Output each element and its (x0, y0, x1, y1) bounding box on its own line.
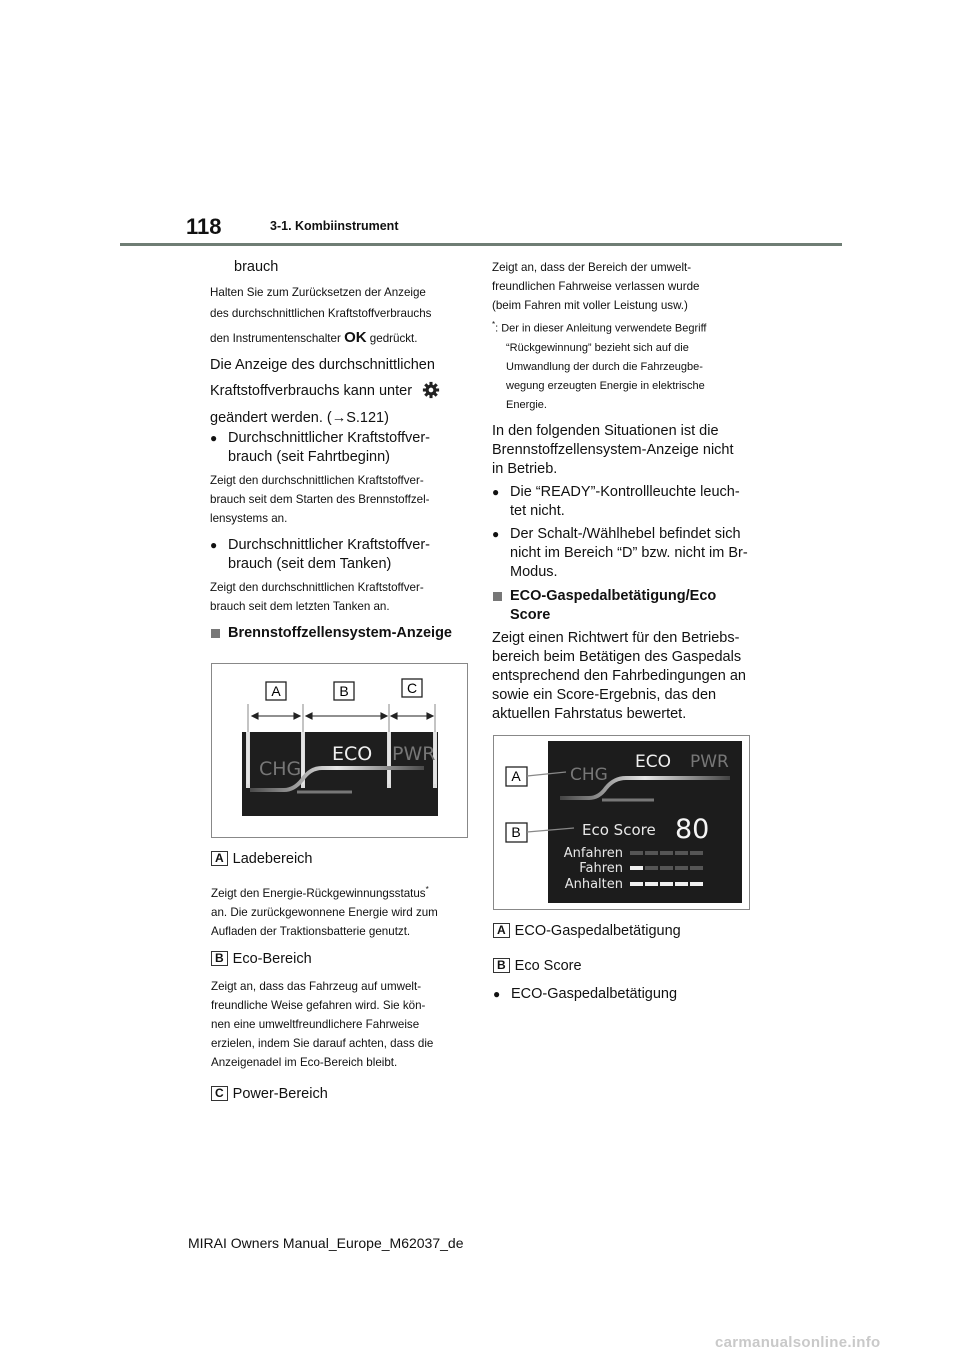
section-eco-score-2: Score (510, 606, 551, 623)
page-number: 118 (186, 214, 222, 239)
gear-icon (422, 381, 440, 399)
fahren-bars (630, 866, 703, 870)
eco-text-4: sowie ein Score-Ergebnis, das den (492, 686, 717, 703)
charge-desc-2: an. Die zurückgewonnene Energie wird zum (211, 905, 438, 919)
since-start-desc-1: Zeigt den durchschnittlichen Kraftstoffver- (210, 474, 424, 487)
eco-area-desc (211, 977, 467, 1072)
anfahren-bars (630, 851, 703, 855)
label-c: C (406, 680, 418, 696)
label-c-title: Power-Bereich (232, 1086, 328, 1102)
reset-text-2: des durchschnittlichen Kraftstoffverbrauchs (210, 307, 432, 320)
eco-desc-5: Anzeigenadel im Eco-Bereich bleibt. (211, 1056, 398, 1069)
footnote-5: Energie. (506, 398, 547, 411)
chg-label: CHG (570, 765, 608, 785)
eco-desc-3: nen eine umweltfreundlichere Fahrweise (211, 1018, 420, 1031)
label-a: A (511, 768, 521, 784)
eco-desc-1: Zeigt an, dass das Fahrzeug auf umwelt- (211, 980, 422, 993)
footer-manual-title: MIRAI Owners Manual_Europe_M62037_de (188, 1235, 464, 1251)
bullet-ready-1: ● Die “READY”-Kontrollleuchte leuch- (510, 483, 740, 500)
label-a: A (271, 683, 281, 699)
chapter-title: 3-1. Kombiinstrument (270, 219, 399, 233)
pwr-label: PWR (690, 752, 729, 772)
right-label-a-box: A (493, 923, 510, 938)
label-b-desc (211, 950, 312, 969)
change-text-2 (210, 381, 466, 401)
eco-score-text (492, 629, 750, 724)
right-label-b-title: Eco Score (514, 958, 582, 974)
change-text-1: Die Anzeige des durchschnittlichen (210, 357, 435, 373)
situations-text (492, 422, 750, 479)
change-text-3: geändert werden. (→S.121) (210, 410, 389, 426)
label-c-desc (211, 1085, 328, 1104)
section-fuel-cell-indicator: Brennstoffzellensystem-Anzeige (210, 624, 466, 643)
bullet-shift-2: nicht im Bereich “D” bzw. nicht im Br- (510, 544, 748, 561)
bullet-shift-1: ● Der Schalt-/Wählhebel befindet sich (510, 525, 741, 542)
bullet-since-refuel (210, 536, 466, 574)
footnote-3: Umwandlung der durch die Fahrzeugbe- (506, 360, 703, 373)
reset-text-1: Halten Sie zum Zurücksetzen der Anzeige (210, 286, 426, 299)
since-refuel-desc-2: brauch seit dem letzten Tanken an. (210, 600, 390, 613)
eco-text-5: aktuellen Fahrstatus bewertet. (492, 705, 687, 722)
power-desc-2: freundlichen Fahrweise verlassen wurde (492, 280, 700, 293)
footnote-ref: * (425, 885, 429, 894)
ok-icon: OK (344, 329, 367, 346)
eco-label: ECO (635, 752, 671, 772)
change-text-2a: Kraftstoffverbrauchs kann unter (210, 383, 413, 399)
power-desc-1: Zeigt an, dass der Bereich der umwelt- (492, 261, 692, 274)
fuel-cell-indicator-figure (211, 663, 468, 838)
bullet-since-start-line1: ● Durchschnittlicher Kraftstoffver- (228, 430, 430, 446)
label-b-box: B (211, 951, 228, 966)
situations-3: in Betrieb. (492, 460, 558, 477)
anhalten-bars (630, 882, 703, 886)
footnote-4: wegung erzeugten Energie in elektrische (506, 379, 705, 392)
header-rule (120, 243, 842, 246)
footnote-1: : Der in dieser Anleitung verwendete Begriff (495, 322, 707, 335)
label-b: B (511, 824, 521, 840)
anfahren-label: Anfahren (563, 846, 623, 861)
range-arrows (252, 713, 433, 719)
bullet-since-start (210, 429, 466, 467)
reset-text-3a: den Instrumentenschalter (210, 332, 341, 345)
fuel-cell-indicator-svg (212, 664, 467, 837)
bullet-eco-pedal: ● ECO-Gaspedalbetätigung (493, 985, 960, 1004)
label-b-title: Eco-Bereich (232, 951, 312, 967)
situations-1: In den folgenden Situationen ist die (492, 422, 719, 439)
right-label-b-desc (493, 957, 582, 976)
right-column (492, 258, 750, 724)
eco-desc-2: freundliche Weise gefahren wird. Sie kön- (211, 999, 426, 1012)
continued-word: brauch (234, 259, 279, 275)
pwr-label: PWR (392, 743, 436, 765)
bullet-since-start-line2: brauch (seit Fahrtbeginn) (228, 449, 390, 465)
right-label-a-title: ECO-Gaspedalbetätigung (514, 923, 681, 939)
eco-score-label: Eco Score (582, 821, 656, 839)
bullet-since-refuel-line1: ● Durchschnittlicher Kraftstoffver- (228, 537, 430, 553)
charge-area-desc (211, 880, 467, 941)
anhalten-label: Anhalten (564, 877, 623, 892)
charge-desc-1: Zeigt den Energie-Rückgewinnungsstatus (211, 886, 426, 900)
eco-label: ECO (332, 743, 373, 765)
chg-label: CHG (259, 758, 302, 780)
fahren-label: Fahren (579, 861, 623, 876)
left-column (210, 258, 466, 643)
eco-text-2: bereich beim Betätigen des Gaspedals (492, 648, 742, 665)
label-c-box: C (211, 1086, 228, 1101)
bullet-shift-3: Modus. (510, 563, 558, 580)
right-label-a-desc (493, 922, 681, 941)
eco-text-1: Zeigt einen Richtwert für den Betriebs- (492, 629, 740, 646)
eco-text-3: entsprechend den Fahrbedingungen an (492, 667, 746, 684)
bullet-shift (492, 525, 750, 582)
section-eco-score (492, 587, 750, 625)
eco-score-svg (494, 736, 749, 909)
footnote-2: “Rückgewinnung” bezieht sich auf die (506, 341, 689, 354)
charge-desc-3: Aufladen der Traktionsbatterie genutzt. (211, 924, 411, 938)
eco-score-figure (493, 735, 750, 910)
label-b: B (339, 683, 349, 699)
label-a-title: Ladebereich (232, 851, 313, 867)
power-desc-3: (beim Fahren mit voller Leistung usw.) (492, 299, 688, 312)
since-start-desc-2: brauch seit dem Starten des Brennstoffzel- (210, 493, 430, 506)
situations-2: Brennstoffzellensystem-Anzeige nicht (492, 441, 734, 458)
eco-score-value: 80 (675, 814, 710, 845)
bullet-ready (492, 483, 750, 521)
footnote-mark: * (492, 320, 496, 329)
reset-text-3b: gedrückt. (369, 332, 418, 345)
right-label-b-box: B (493, 958, 510, 973)
since-refuel-desc-1: Zeigt den durchschnittlichen Kraftstoffver- (210, 581, 424, 594)
bullet-since-refuel-line2: brauch (seit dem Tanken) (228, 556, 392, 572)
label-a-desc (211, 850, 313, 869)
reset-text-3 (210, 328, 466, 348)
bullet-ready-2: tet nicht. (510, 502, 565, 519)
eco-desc-4: erzielen, indem Sie darauf achten, dass die (211, 1037, 434, 1050)
label-a-box: A (211, 851, 228, 866)
watermark: carmanualsonline.info (715, 1334, 881, 1351)
since-start-desc-3: lensystems an. (210, 512, 288, 525)
footnote (492, 315, 750, 415)
section-eco-score-1: ECO-Gaspedalbetätigung/Eco (510, 587, 717, 604)
